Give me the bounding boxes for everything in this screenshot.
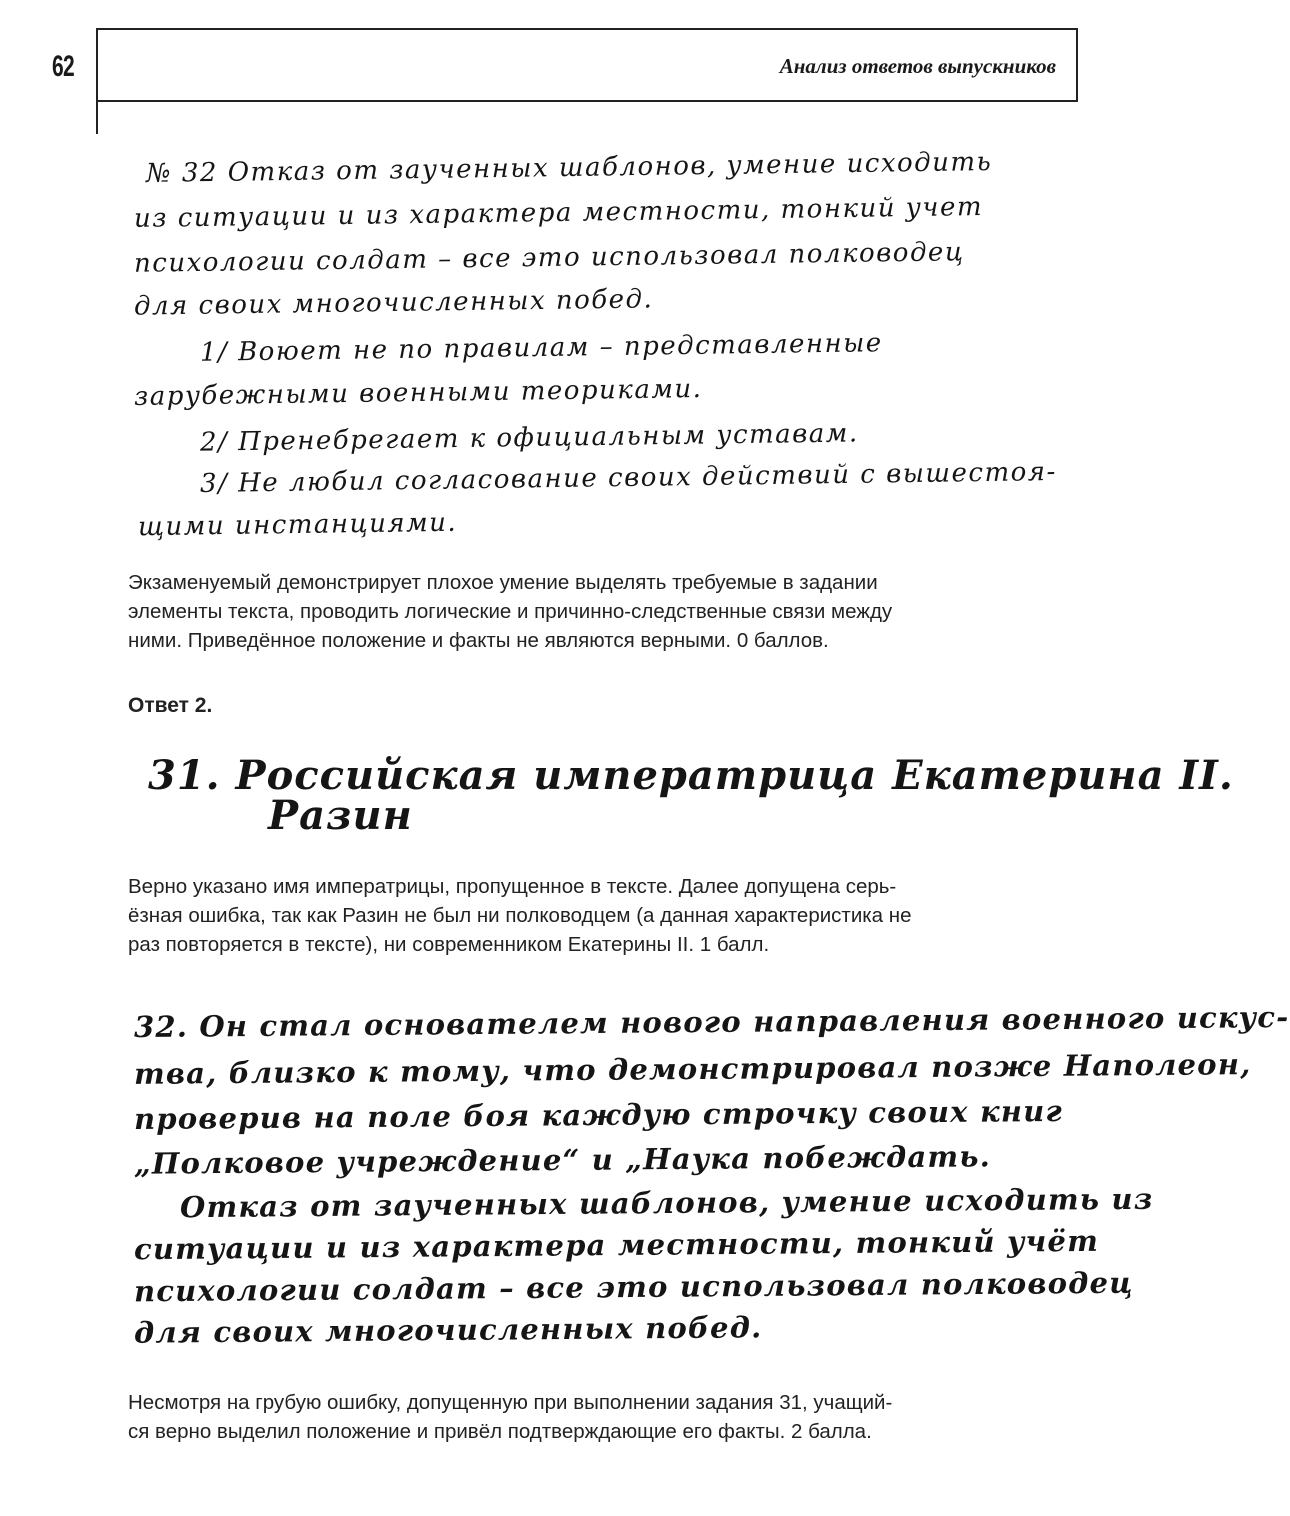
header-divider (96, 100, 98, 134)
handwritten-line: тва, близко к тому, что демонстрировал позже Наполеон, (133, 1047, 1252, 1091)
paragraph-line: ними. Приведённое положение и факты не являются верными. 0 баллов. (128, 629, 829, 652)
evaluation-paragraph-3 (128, 1388, 1088, 1446)
paragraph-line: Верно указано имя императрицы, пропущенное в тексте. Далее допущена серь- (128, 875, 897, 898)
answer-2-label: Ответ 2. (128, 694, 213, 717)
handwritten-line: 31. Российская императрица Екатерина II. (148, 752, 1234, 799)
paragraph-line: раз повторяется в тексте), ни современником Екатерины II. 1 балл. (128, 933, 770, 956)
handwritten-line: Отказ от заученных шаблонов, умение исходить из (179, 1181, 1154, 1225)
handwritten-line: „Полковое учреждение“ и „Наука побеждать. (133, 1139, 992, 1181)
running-header (96, 28, 1078, 102)
handwritten-line: для своих многочисленных побед. (133, 1310, 763, 1350)
handwritten-line: 2/ Пренебрегает к официальным уставам. (199, 418, 859, 458)
handwritten-line: ситуации и из характера местности, тонкий учёт (133, 1223, 1100, 1267)
handwritten-line: из ситуации и из характера местности, тонкий учет (133, 192, 984, 234)
handwritten-line: щими инстанциями. (137, 507, 458, 543)
paragraph-line: Экзаменуемый демонстрирует плохое умение выделять требуемые в задании (128, 571, 878, 594)
running-header-title: Анализ ответов выпускников (779, 54, 1056, 78)
paragraph-line: элементы текста, проводить логические и причинно-следственные связи между (128, 600, 893, 623)
evaluation-paragraph-1 (128, 568, 1088, 655)
evaluation-paragraph-2 (128, 872, 1088, 959)
page-number: 62 (52, 50, 74, 83)
handwritten-line: 3/ Не любил согласование своих действий с вышестоя- (199, 457, 1057, 499)
paragraph-line: Несмотря на грубую ошибку, допущенную при выполнении задания 31, учащий- (128, 1391, 893, 1414)
handwritten-line: для своих многочисленных побед. (133, 284, 654, 322)
handwritten-line: психологии солдат – все это использовал полководец (133, 237, 965, 279)
paragraph-line: ёзная ошибка, так как Разин не был ни полководцем (а данная характеристика не (128, 904, 912, 927)
handwritten-line: 32. Он стал основателем нового направления военного искус- (133, 999, 1290, 1045)
paragraph-line: ся верно выделил положение и привёл подтверждающие его факты. 2 балла. (128, 1420, 872, 1443)
handwritten-line: № 32 Отказ от заученных шаблонов, умение исходить (145, 147, 993, 189)
handwritten-line: проверив на поле боя каждую строчку своих книг (133, 1093, 1064, 1137)
handwritten-line: зарубежными военными теориками. (133, 374, 703, 412)
handwritten-line: Разин (268, 792, 413, 839)
handwritten-line: 1/ Воюет не по правилам – представленные (199, 328, 883, 368)
handwritten-line: психологии солдат – все это использовал полководец (133, 1265, 1134, 1309)
